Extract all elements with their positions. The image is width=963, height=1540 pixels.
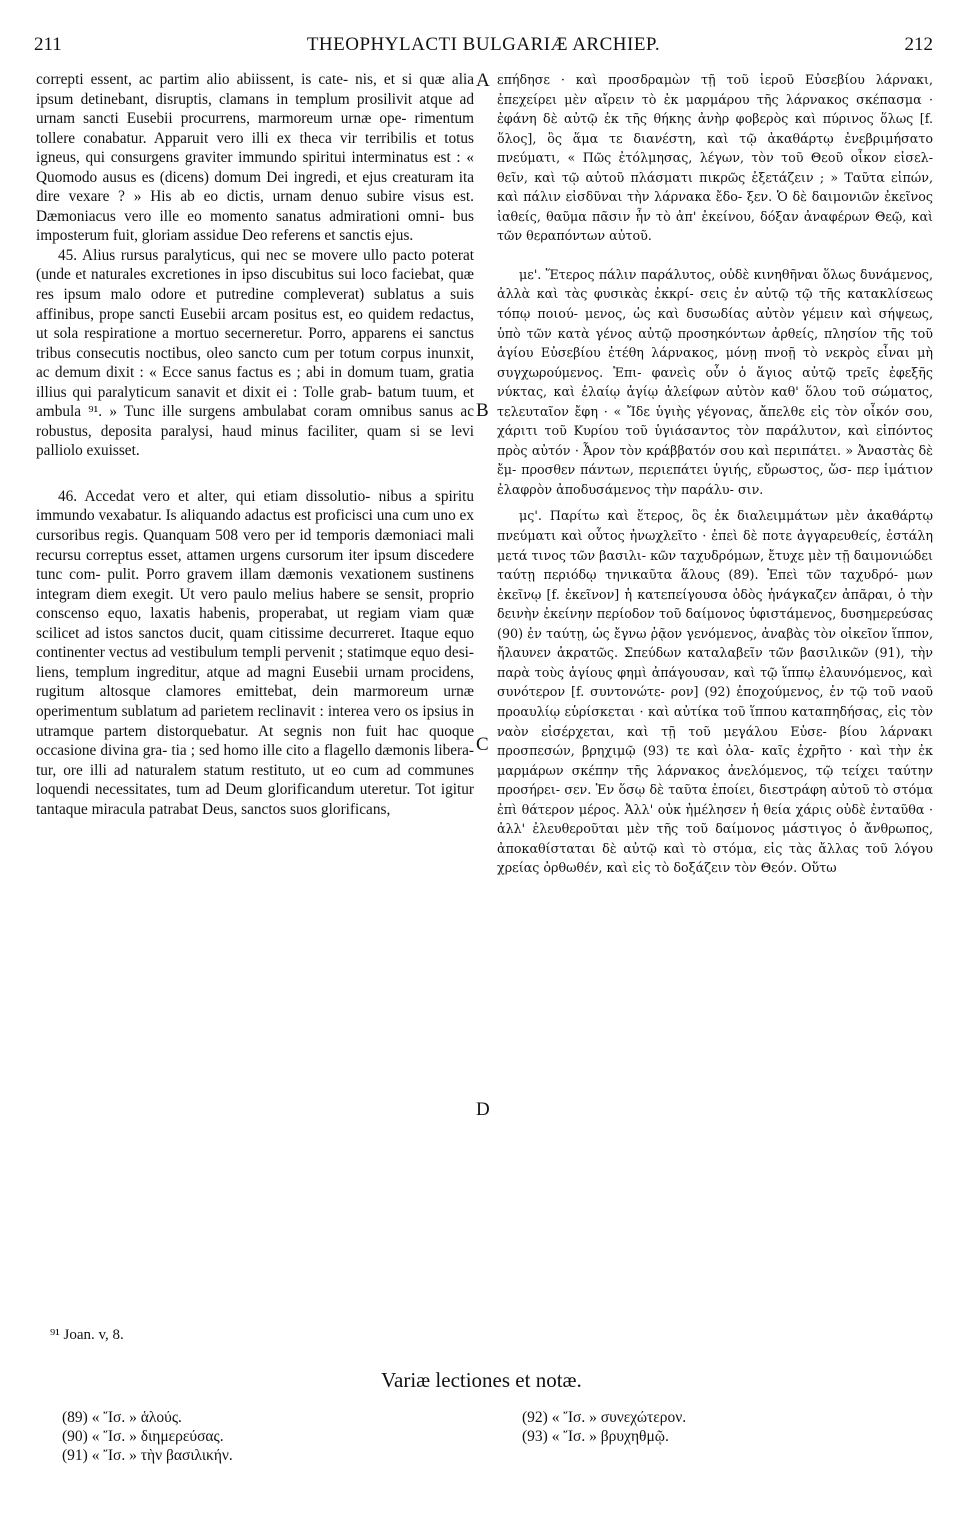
note-92: (92) « Ἴσ. » συνεχώτερον. — [522, 1409, 687, 1426]
note-89: (89) « Ἴσ. » ἁλούς. — [62, 1409, 182, 1426]
margin-letter-a: A — [476, 70, 490, 91]
margin-letter-b: B — [476, 400, 489, 421]
note-90: (90) « Ἴσ. » διημερεύσας. — [62, 1428, 224, 1445]
notes-left-column — [62, 1408, 482, 1465]
notes-right-column — [522, 1408, 922, 1446]
greek-paragraph-1: επήδησε · καὶ προσδραμὼν τῇ τοῦ ἱεροῦ Εὐσεβίου λάρνακι, ἐπεχείρει μὲν αἴρειν τὸ ἐκ μαρμάρου τῆς λάρνακος σκέπασμα · ἐφάνη δὲ αὐτῷ ἐκ τῆς θήκης ἀνὴρ φοβερὸς καὶ πύρινος ὅλως [f. ὅλος], ὃς ἅμα τε διανέστη, καὶ τῷ ἀκαθάρτῳ ἐνεβριμήσατο πνεύματι, « Πῶς ἐτόλμησας, λέγων, τὸν τοῦ Θεοῦ οἶκον εἰσελ- θεῖν, καὶ τῷ αὐτοῦ πλάσματι πικρῶς ἐξετάζειν ; » Ταῦτα εἰπών, καὶ πάλιν εἰσδῦναι τὴν λάρνακα ἔδο- ξεν. Ὁ δὲ δαιμονιῶν ἐκεῖνος ἰαθείς, θαῦμα πᾶσιν ἦν τὸ ἀπ' ἐκείνου, δόξαν ἀναφέρων Θεῷ, καὶ τῶν θεραπόντων αὐτοῦ. — [497, 72, 933, 244]
latin-paragraph-1: correpti essent, ac partim alio abiissent, is cate- nis, et si quæ alia ipsum detinebant, disruptis, clamans in templum prosilivit atque ad urnam sancti Eusebii procurrens, marmoreum urnæ ope- rimentum tollere conabatur. Apparuit vero illi ex theca vir terribilis et totus igneus, qui consurgens graviter immundo spiritui interminatus est : « Quomodo ausus es (dicens) domum Dei ingredi, et ejus creaturam ita dire vexare ? » His ab eo dictis, urnam denuo subire visus est. Dæmoniacus vero ille eo momento sanatus admirationi omni- bus imposterum fuit, gloriam assidue Deo referens et sanctis ejus. — [36, 71, 474, 245]
greek-column — [497, 70, 933, 878]
margin-letter-c: C — [476, 734, 489, 755]
greek-paragraph-46: μς'. Παρίτω καὶ ἕτερος, ὃς ἐκ διαλειμμάτων μὲν ἀκαθάρτῳ πνεύματι καὶ οὗτος ἠνωχλεῖτο · ἐπεὶ δὲ ποτε ἀγγαρευθείς, ἐστάλη μετά τινος τῶν βασιλι- κῶν ταχυδρόμων, ἔτυχε μὲν τῇ δαιμονιώδει ταύτῃ περιόδῳ τηνικαῦτα ἅλους (89). Ἐπεὶ τῶν ταχυδρό- μων ἐκεῖνῳ [f. ἐκεῖνον] ἡ κατεπείγουσα ὁδὸς ἠνάγκαζεν ἀπᾶραι, ὁ τὴν δεινὴν ἐκείνην περίοδον τοῦ δαίμονος ὑφιστάμενος, δυσημερεύσας (90) ἐν ταύτῃ, ὡς ἔγνω ῥᾷον γενόμενος, ἀναβὰς τὸν οἰκεῖον ἵππον, ἤλαυνεν ἀκρατῶς. Σπεύδων καταλαβεῖν τῶν βασιλικῶν (91), τὴν παρὰ τοὺς ἁγίους φημὶ ἀπάγουσαν, καὶ τῷ ἵππῳ ἐλαυνόμενος, καὶ συνότερον [f. συντονώτε- ρον] (92) ἐποχούμενος, ἐν τῷ τοῦ ναοῦ προαυλίῳ εὑρίσκεται · καὶ αὐτίκα τοῦ ἵππου καταπηδήσας, εἰς τὸν ναὸν εἰσέρχεται, καὶ τῇ τοῦ μεγάλου Εὐσε- βίου λάρνακι προσπεσών, βρηχιμῷ (93) τε καὶ ὀλα- καῖς ἐχρῆτο · καὶ τὴν ἐκ μαρμάρων σκέπην τῆς λάρνακος ἀνελόμενος, τῷ τείχει ταύτην προσήρει- σεν. Ἐν ὅσῳ δὲ ταῦτα ἐποίει, διεστράφη αὐτοῦ τὸ στόμα ἐπὶ θάτερον μέρος. Ἀλλ' οὐκ ἠμέλησεν ἡ θεία χάρις οὐδὲ ἐνταῦθα · ἀλλ' ἐλευθεροῦται μὲν τῆς τοῦ δαίμονος μάστιγος ὁ ἄνθρωπος, ἀποκαθίσταται δὲ αὐτῷ καὶ τὸ στόμα, εἰς τὰς ἄλλας τοῦ λόγου χρείας ὀρθωθέν, καὶ εἰς τὸ δοξάζειν τὸν Θεόν. Οὕτω — [497, 508, 933, 876]
footnote: ⁹¹ Joan. v, 8. — [50, 1327, 124, 1343]
running-title: THEOPHYLACTI BULGARIÆ ARCHIEP. — [306, 34, 661, 55]
margin-letter-d: D — [476, 1099, 490, 1120]
greek-paragraph-45: με'. Ἕτερος πάλιν παράλυτος, οὐδὲ κινηθῆναι ὅλως δυνάμενος, ἀλλὰ καὶ τὰς φυσικὰς ἐκκρί- σεις ἐν αὐτῷ τῷ τῆς κατακλίσεως τόπῳ ποιού- μενος, ὡς καὶ δυσωδίας αὐτὸν γέμειν καὶ σήψεως, ὑπὸ τῶν κατὰ γένος αὐτῷ προσηκόντων ἀρθείς, πλησίον τῆς τοῦ ἁγίου Εὐσεβίου ἐτέθη λάρνακος, μόνῃ πνοῇ τὸ νεκρὸς εἶναι μὴ συγχωρούμενος. Ἐπι- φανεὶς οὖν ὁ ἅγιος αὐτῷ τρεῖς ἐφεξῆς νύκτας, καὶ ἐλαίῳ ἁγίῳ ἀλείφων αὐτὸν καθ' ὅλου τοῦ σώματος, τελευταῖον ἔφη · « Ἴδε ὑγιὴς γέγονας, ἄπελθε εἰς τὸν οἶκόν σου, χάριτι τοῦ Κυρίου τοῦ ὑγιάσαντος τὸν παράλυτον, καὶ εἰπόντος πρὸς αὐτόν · Ἆρον τὸν κράββατόν σου καὶ περιπάτει. » Ἀναστὰς δὲ ἔμ- προσθεν πάντων, περιεπάτει ὑγιής, εὔρωστος, ὥσ- περ ἱμάτιον ἐλαφρὸν ἀποδυσάμενος τὴν παράλυ- σιν. — [497, 266, 933, 497]
latin-column — [36, 70, 474, 819]
note-93: (93) « Ἴσ. » βρυχηθμῷ. — [522, 1428, 669, 1445]
page-number-left: 211 — [34, 34, 62, 55]
running-header — [34, 34, 933, 60]
note-91: (91) « Ἴσ. » τὴν βασιλικήν. — [62, 1447, 233, 1464]
variae-lectiones-title: Variæ lectiones et notæ. — [381, 1368, 582, 1392]
page-number-right: 212 — [904, 34, 933, 55]
latin-paragraph-46: 46. Accedat vero et alter, qui etiam dissolutio- nibus a spiritu immundo vexabatur. Is aliquando adactus est proficisci una cum uno ex cursoribus regis. Quanquam 508 vero per id temporis dæmoniaci mali recursu correptus esset, attamen urgens cursorum iter ipsum discedere tunc com- pulit. Porro gravem illam dæmonis vexationem sustinens integram diem exegit. Ut vero paulo melius habere se sensit, proprio conscenso equo, laxatis habenis, properabat, ut regiam viam quæ scilicet ad istos sanctos ducit, quam citissime decurreret. Itaque equo continenter vectus ad vestibulum templi pervenit ; statimque equo desi- liens, templum ingreditur, atque ad magni Eusebii urnam procidens, rugitum altosque clamores emittebat, dein marmoreum urnæ operimentum sublatum ad parietem reclinavit : interea vero os ipsius in utramque partem distorquebatur. At segnis non fuit hac quoque occasione divina gra- tia ; sed homo ille cito a flagello dæmonis libera- tur, ore illi ad naturalem statum restituto, ut eo cum ad communes loquendi necessitates, tum ad Deum glorificandum uteretur. Tot igitur tantaque miracula patrabat Deus, sanctos suos glorificans, — [36, 487, 474, 818]
latin-paragraph-45: 45. Alius rursus paralyticus, qui nec se movere ullo pacto poterat (unde et naturales excretiones in ipso discubitus sui loco faciebat, quæ res ipsum malo odore et putredine compleverat) sublatus a suis affinibus, prope sancti Eusebii arcam positus est, eo quidem redactus, ut sola respiratione a mortuo secerneretur. Porro, apparens ei sanctus tribus consecutis noctibus, oleo sancto cum per totum corpus inunxit, ac demum dixit : « Ecce sanus factus es ; abi in domum tuam, gratia illius qui paralyticum sanavit et dixit ei : Tolle grab- batum tuum, et ambula ⁹¹. » Tunc ille surgens ambulabat coram omnibus sanus ac robustus, deposita paralysi, haud minus faciliter, quam si se levi palliolo exuisset. — [36, 246, 474, 460]
